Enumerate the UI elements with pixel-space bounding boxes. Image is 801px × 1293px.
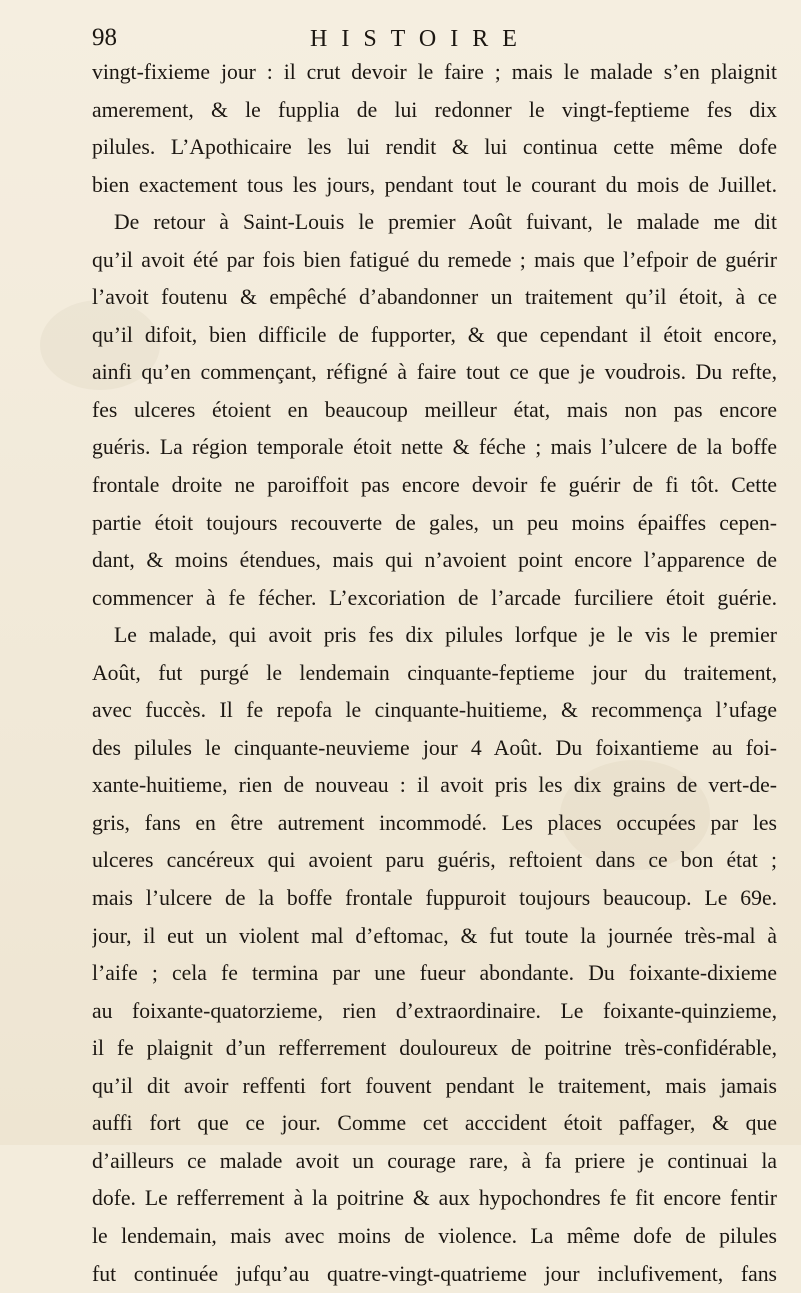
text-line: le lendemain, mais avec moins de violence. La même dofe de pilules bbox=[92, 1218, 777, 1256]
text-line: qu’il avoit été par fois bien fatigué du remede ; mais que l’efpoir de guérir bbox=[92, 242, 777, 280]
text-line: ainfi qu’en commençant, réfigné à faire tout ce que je voudrois. Du refte, bbox=[92, 354, 777, 392]
text-line: qu’il difoit, bien difficile de fupporter, & que cependant il étoit encore, bbox=[92, 317, 777, 355]
page-number: 98 bbox=[92, 24, 117, 52]
page-header bbox=[92, 24, 732, 54]
text-line: au foixante-quatorzieme, rien d’extraordinaire. Le foixante-quinzieme, bbox=[92, 993, 777, 1031]
text-line: qu’il dit avoir reffenti fort fouvent pendant le traitement, mais jamais bbox=[92, 1068, 777, 1106]
text-line: commencer à fe fécher. L’excoriation de l’arcade furciliere étoit guérie. bbox=[92, 580, 777, 618]
text-line: avec fuccès. Il fe repofa le cinquante-huitieme, & recommença l’ufage bbox=[92, 692, 777, 730]
body-text bbox=[92, 54, 777, 1293]
text-line: mais l’ulcere de la boffe frontale fuppuroit toujours beaucoup. Le 69e. bbox=[92, 880, 777, 918]
text-line: des pilules le cinquante-neuvieme jour 4 Août. Du foixantieme au foi- bbox=[92, 730, 777, 768]
text-line: il fe plaignit d’un refferrement douloureux de poitrine très-confidérable, bbox=[92, 1030, 777, 1068]
text-line: xante-huitieme, rien de nouveau : il avoit pris les dix grains de vert-de- bbox=[92, 767, 777, 805]
text-line: Le malade, qui avoit pris fes dix pilules lorfque je le vis le premier bbox=[92, 617, 777, 655]
text-line: fut continuée jufqu’au quatre-vingt-quatrieme jour inclufivement, fans bbox=[92, 1256, 777, 1293]
text-line: gris, fans en être autrement incommodé. Les places occupées par les bbox=[92, 805, 777, 843]
text-line: fes ulceres étoient en beaucoup meilleur état, mais non pas encore bbox=[92, 392, 777, 430]
text-line: bien exactement tous les jours, pendant tout le courant du mois de Juillet. bbox=[92, 167, 777, 205]
text-line: l’avoit foutenu & empêché d’abandonner un traitement qu’il étoit, à ce bbox=[92, 279, 777, 317]
running-title: HISTOIRE bbox=[310, 26, 531, 53]
text-line: pilules. L’Apothicaire les lui rendit & lui continua cette même dofe bbox=[92, 129, 777, 167]
text-line: guéris. La région temporale étoit nette & féche ; mais l’ulcere de la boffe bbox=[92, 429, 777, 467]
text-line: dofe. Le refferrement à la poitrine & aux hypochondres fe fit encore fentir bbox=[92, 1180, 777, 1218]
text-line: auffi fort que ce jour. Comme cet acccident étoit paffager, & que bbox=[92, 1105, 777, 1143]
text-line: De retour à Saint-Louis le premier Août fuivant, le malade me dit bbox=[92, 204, 777, 242]
text-line: ulceres cancéreux qui avoient paru guéris, reftoient dans ce bon état ; bbox=[92, 842, 777, 880]
text-line: l’aife ; cela fe termina par une fueur abondante. Du foixante-dixieme bbox=[92, 955, 777, 993]
text-line: jour, il eut un violent mal d’eftomac, & fut toute la journée très-mal à bbox=[92, 918, 777, 956]
text-line: vingt-fixieme jour : il crut devoir le faire ; mais le malade s’en plaignit bbox=[92, 54, 777, 92]
text-line: frontale droite ne paroiffoit pas encore devoir fe guérir de fi tôt. Cette bbox=[92, 467, 777, 505]
text-line: partie étoit toujours recouverte de gales, un peu moins épaiffes cepen- bbox=[92, 505, 777, 543]
text-line: amerement, & le fupplia de lui redonner le vingt-feptieme fes dix bbox=[92, 92, 777, 130]
text-line: dant, & moins étendues, mais qui n’avoient point encore l’apparence de bbox=[92, 542, 777, 580]
text-line: Août, fut purgé le lendemain cinquante-feptieme jour du traitement, bbox=[92, 655, 777, 693]
text-line: d’ailleurs ce malade avoit un courage rare, à fa priere je continuai la bbox=[92, 1143, 777, 1181]
